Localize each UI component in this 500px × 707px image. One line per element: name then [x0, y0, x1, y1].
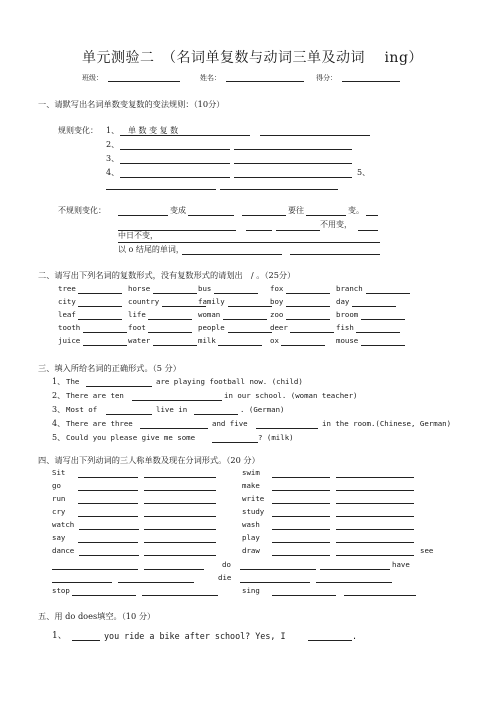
verb-stop: stop	[52, 586, 70, 595]
s5-q1-blank2[interactable]	[308, 640, 352, 641]
verb-right-blank[interactable]	[336, 555, 414, 556]
section1-heading: 一、请默写出名词单数变复数的变法规则：（10分）	[38, 99, 225, 109]
plural-word: boy	[270, 297, 284, 306]
verb-right-blank[interactable]	[272, 555, 330, 556]
irr-blank2[interactable]	[188, 215, 234, 216]
rule4-blank2[interactable]	[234, 177, 352, 178]
verb-left: go	[52, 481, 61, 490]
plural-word: water	[128, 336, 151, 345]
plural-blank[interactable]	[228, 332, 272, 333]
rule4-num: 4、	[106, 168, 120, 177]
verb-right-blank[interactable]	[272, 503, 330, 504]
irr-blank10[interactable]	[118, 242, 380, 243]
score-blank[interactable]	[342, 81, 400, 82]
page-title: 单元测验二 （名词单复数与动词三单及动词 ing）	[82, 50, 423, 66]
plural-word: ox	[270, 336, 279, 345]
s3-q5-blank[interactable]	[212, 442, 258, 443]
verb-right-blank[interactable]	[336, 542, 414, 543]
plural-word: people	[198, 323, 225, 332]
rule1-blank2[interactable]	[260, 135, 370, 136]
verb-right-blank[interactable]	[336, 529, 414, 530]
plural-blank[interactable]	[286, 306, 330, 307]
verb-left-blank[interactable]	[78, 516, 138, 517]
s3-q2-b: in our school. (woman teacher)	[224, 391, 358, 400]
rule5-blank2[interactable]	[220, 189, 338, 190]
score-label: 得分：	[316, 74, 337, 82]
s4-y1[interactable]	[52, 582, 112, 583]
s4-do-blank2[interactable]	[320, 569, 390, 570]
s5-q1-end: .	[352, 631, 358, 641]
plural-blank[interactable]	[78, 293, 122, 294]
verb-see: see	[420, 546, 434, 555]
plural-word: family	[198, 297, 225, 306]
verb-left-blank[interactable]	[79, 555, 139, 556]
verb-left: Sit	[52, 468, 66, 477]
s3-q5-a: Could you please give me some	[66, 433, 196, 442]
plural-word: fish	[336, 323, 354, 332]
irr-blank4[interactable]	[306, 215, 346, 216]
s4-stop-blank1[interactable]	[72, 595, 136, 596]
rule1-blank[interactable]	[120, 135, 250, 136]
plural-blank[interactable]	[78, 319, 122, 320]
plural-blank[interactable]	[286, 319, 330, 320]
verb-right-blank[interactable]	[272, 516, 330, 517]
verb-left-blank[interactable]	[144, 516, 216, 517]
verb-left-blank[interactable]	[79, 529, 139, 530]
plural-blank[interactable]	[228, 306, 272, 307]
verb-right-blank[interactable]	[272, 477, 330, 478]
verb-left: dance	[52, 546, 75, 555]
irr-zhongri: 中日不变，	[118, 231, 158, 240]
irr-blank7[interactable]	[246, 230, 272, 231]
plural-word: deer	[270, 323, 288, 332]
plural-blank[interactable]	[153, 293, 197, 294]
plural-word: country	[128, 297, 160, 306]
class-label: 班级：	[82, 74, 103, 82]
s3-q3-blank2[interactable]	[194, 414, 238, 415]
s3-q3-b: live in	[156, 405, 188, 414]
plural-blank[interactable]	[223, 319, 267, 320]
s3-q3-a: Most of	[66, 405, 98, 414]
class-blank[interactable]	[108, 81, 180, 82]
verb-left-blank[interactable]	[144, 503, 216, 504]
s3-q4-blank1[interactable]	[140, 428, 208, 429]
irr-bian2: 要往	[288, 206, 304, 215]
verb-right: study	[242, 507, 265, 516]
plural-word: leaf	[58, 310, 76, 319]
s3-q4-num: 4、	[52, 419, 66, 428]
s4-sing-blank1[interactable]	[272, 595, 336, 596]
rule2-blank2[interactable]	[234, 149, 352, 150]
verb-right: make	[242, 481, 260, 490]
plural-word: mouse	[336, 336, 359, 345]
plural-blank[interactable]	[352, 306, 396, 307]
s4-sing-blank2[interactable]	[344, 595, 416, 596]
verb-left: run	[52, 494, 66, 503]
plural-blank[interactable]	[83, 345, 127, 346]
name-label: 姓名：	[200, 74, 221, 82]
plural-blank[interactable]	[366, 293, 410, 294]
plural-blank[interactable]	[290, 332, 334, 333]
rule1-text: 单 数 变 复 数	[128, 126, 179, 135]
s3-q5-num: 5、	[52, 433, 66, 442]
plural-blank[interactable]	[356, 332, 400, 333]
plural-word: tooth	[58, 323, 81, 332]
plural-blank[interactable]	[78, 306, 122, 307]
verb-right: play	[242, 533, 260, 542]
s4-x1[interactable]	[52, 569, 138, 570]
plural-word: juice	[58, 336, 81, 345]
verb-left: cry	[52, 507, 66, 516]
plural-blank[interactable]	[361, 319, 405, 320]
plural-word: milk	[198, 336, 216, 345]
plural-word: branch	[336, 284, 363, 293]
rule5-num: 5、	[357, 168, 371, 177]
plural-blank[interactable]	[83, 332, 127, 333]
verb-right-blank[interactable]	[336, 490, 414, 491]
irr-blank5[interactable]	[366, 215, 378, 216]
s4-x2[interactable]	[144, 569, 204, 570]
rule2-blank[interactable]	[120, 149, 230, 150]
rule3-blank2[interactable]	[234, 163, 352, 164]
rule4-blank[interactable]	[120, 177, 230, 178]
s4-stop-blank2[interactable]	[142, 595, 218, 596]
s4-do-blank1[interactable]	[240, 569, 316, 570]
verb-right-blank[interactable]	[336, 477, 414, 478]
verb-left-blank[interactable]	[78, 490, 138, 491]
s3-q1-num: 1、	[52, 377, 66, 386]
irr-blank1[interactable]	[118, 215, 168, 216]
verb-right: draw	[242, 546, 260, 555]
verb-right: wash	[242, 520, 260, 529]
verb-have: have	[392, 560, 410, 569]
s5-q1-num: 1、	[52, 631, 67, 641]
s3-q4-blank2[interactable]	[256, 428, 318, 429]
s5-q1-a: you ride a bike after school? Yes, I	[104, 631, 286, 641]
plural-word: broom	[336, 310, 359, 319]
s3-q3-num: 3、	[52, 405, 66, 414]
rule3-blank[interactable]	[120, 163, 230, 164]
irr-bian3: 变。	[348, 206, 364, 215]
s3-q3-c: . (German)	[240, 405, 285, 414]
s4-die-blank2[interactable]	[316, 582, 392, 583]
verb-right-blank[interactable]	[272, 529, 330, 530]
verb-left-blank[interactable]	[144, 542, 216, 543]
s3-q5-b: ? (milk)	[258, 433, 294, 442]
section4-heading: 四、请写出下列动词的三人称单数及现在分词形式。（20 分）	[38, 455, 260, 465]
verb-left-blank[interactable]	[78, 503, 138, 504]
verb-right-blank[interactable]	[272, 542, 330, 543]
s3-q3-blank1[interactable]	[106, 414, 152, 415]
s4-y2[interactable]	[118, 582, 194, 583]
irr-blank12[interactable]	[290, 254, 380, 255]
plural-blank[interactable]	[153, 345, 197, 346]
verb-left: watch	[52, 520, 75, 529]
rule1-num: 1、	[106, 126, 120, 135]
rule5-blank[interactable]	[106, 189, 216, 190]
name-blank[interactable]	[226, 81, 304, 82]
plural-word: city	[58, 297, 76, 306]
section2-heading: 二、请写出下列名词的复数形式，没有复数形式的请划出 / 。（25分）	[38, 270, 296, 280]
plural-word: day	[336, 297, 350, 306]
plural-word: zoo	[270, 310, 284, 319]
plural-word: tree	[58, 284, 76, 293]
s3-q1-b: are playing football now. (child)	[156, 377, 303, 386]
verb-left-blank[interactable]	[78, 477, 138, 478]
s3-q4-a: There are three	[66, 419, 133, 428]
plural-word: bus	[198, 284, 212, 293]
irr-blank8[interactable]	[276, 230, 320, 231]
plural-blank[interactable]	[148, 332, 192, 333]
s3-q1-a: The	[66, 377, 80, 386]
s3-q1-blank[interactable]	[86, 386, 152, 387]
verb-left-blank[interactable]	[144, 555, 216, 556]
verb-right-blank[interactable]	[336, 503, 414, 504]
verb-left-blank[interactable]	[144, 529, 216, 530]
rule3-num: 3、	[106, 154, 120, 163]
verb-right: write	[242, 494, 265, 503]
rule2-num: 2、	[106, 140, 120, 149]
s3-q2-a: There are ten	[66, 391, 124, 400]
verb-right-blank[interactable]	[336, 516, 414, 517]
irr-yi-o: 以 o 结尾的单词，	[118, 245, 184, 254]
plural-word: fox	[270, 284, 284, 293]
verb-die: die	[218, 573, 232, 582]
plural-word: horse	[128, 284, 151, 293]
plural-word: life	[128, 310, 146, 319]
verb-left-blank[interactable]	[144, 477, 216, 478]
section3-heading: 三、填入所给名词的正确形式。（5 分）	[38, 363, 181, 373]
plural-blank[interactable]	[148, 319, 192, 320]
verb-left: say	[52, 533, 66, 542]
verb-sing: sing	[242, 586, 260, 595]
s5-q1-blank1[interactable]	[72, 640, 100, 641]
verb-right: swim	[242, 468, 260, 477]
s3-q4-b: and five	[212, 419, 248, 428]
irr-bian1: 变成	[170, 206, 186, 215]
s3-q2-blank[interactable]	[132, 400, 222, 401]
plural-blank[interactable]	[361, 345, 405, 346]
regular-label: 规则变化：	[58, 126, 98, 135]
plural-blank[interactable]	[286, 293, 330, 294]
irr-blank3[interactable]	[242, 215, 286, 216]
verb-right-blank[interactable]	[272, 490, 330, 491]
irregular-label: 不规则变化：	[58, 206, 106, 215]
section5-heading: 五、用 do does填空。（10 分）	[38, 611, 156, 621]
s4-die-blank1[interactable]	[240, 582, 310, 583]
irr-blank9[interactable]	[358, 230, 378, 231]
s3-q4-c: in the room.(Chinese, German)	[322, 419, 452, 428]
verb-left-blank[interactable]	[144, 490, 216, 491]
verb-left-blank[interactable]	[78, 542, 138, 543]
verb-do: do	[222, 560, 231, 569]
plural-blank[interactable]	[214, 293, 258, 294]
irr-buyong: 不用变，	[320, 220, 352, 229]
plural-word: woman	[198, 310, 221, 319]
plural-word: foot	[128, 323, 146, 332]
plural-blank[interactable]	[281, 345, 325, 346]
irr-blank11[interactable]	[182, 254, 282, 255]
s3-q2-num: 2、	[52, 391, 66, 400]
plural-blank[interactable]	[218, 345, 262, 346]
